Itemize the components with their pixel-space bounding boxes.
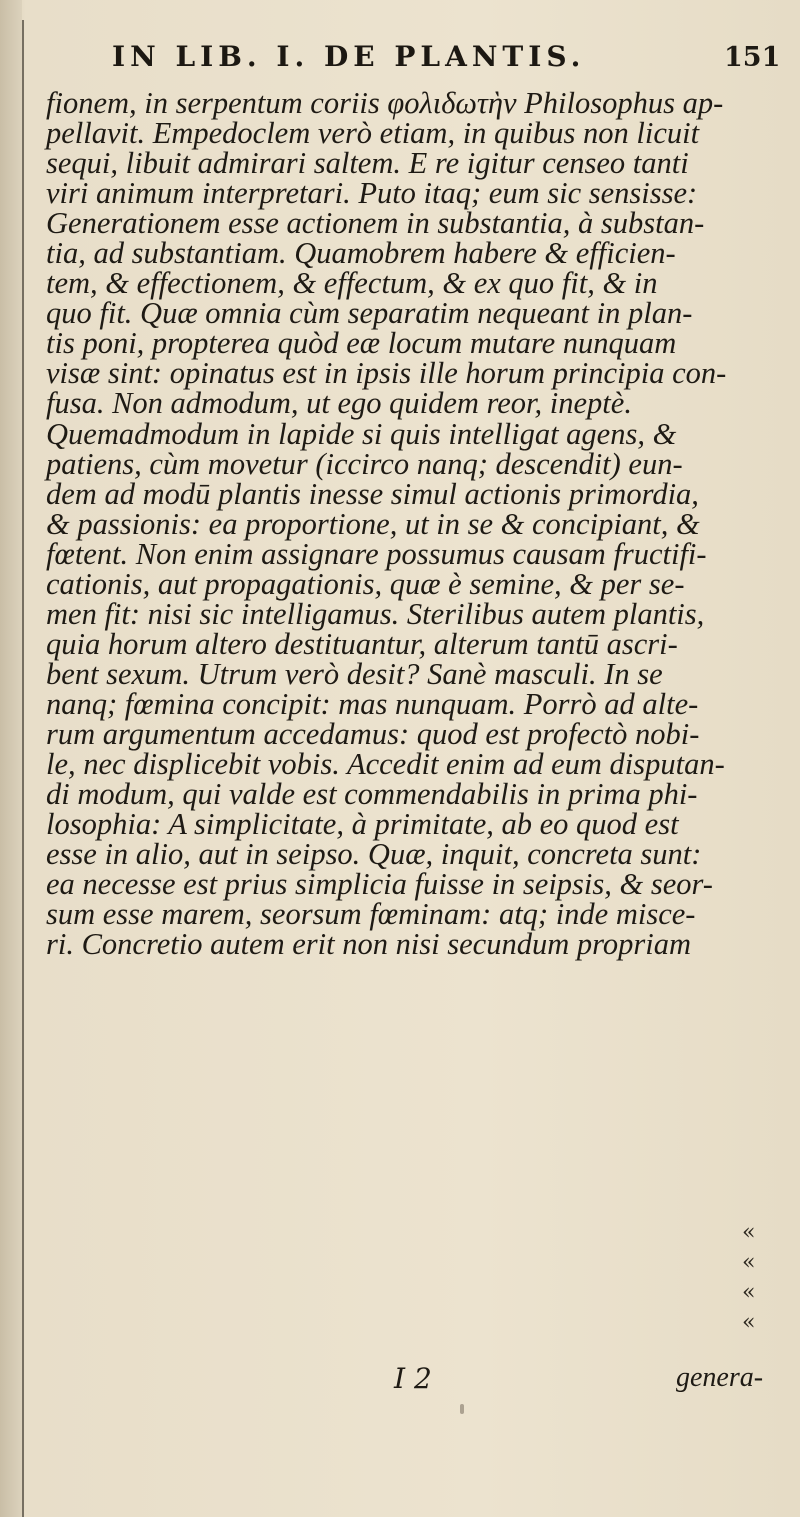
text-line: di modum, qui valde est commendabilis in prima phi- <box>46 777 698 812</box>
text-line: Quemadmodum in lapide si quis intelligat agens, & <box>46 416 677 451</box>
page-number: 151 <box>724 42 781 73</box>
body-text <box>46 86 796 962</box>
text-line: tis poni, propterea quòd eæ locum mutare nunquam <box>46 326 677 361</box>
quotation-margin-mark: « <box>742 1250 756 1275</box>
text-line: fionem, in serpentum coriis φολιδωτὴν Philosophus ap- <box>46 86 724 120</box>
text-line: pellavit. Empedoclem verò etiam, in quibus non licuit <box>46 116 700 151</box>
text-line: quo fit. Quæ omnia cùm separatim nequeant in plan- <box>46 296 693 331</box>
text-line: men fit: nisi sic intelligamus. Sterilibus autem plantis, <box>46 596 705 631</box>
quotation-margin-mark: « <box>742 1310 756 1335</box>
text-line: tia, ad substantiam. Quamobrem habere & efficien- <box>46 236 676 271</box>
catchword: genera- <box>676 1362 764 1393</box>
binding-gutter <box>0 0 22 1517</box>
ink-speck <box>460 1404 464 1414</box>
text-line: sequi, libuit admirari saltem. E re igitur censeo tanti <box>46 146 689 181</box>
text-line: le, nec displicebit vobis. Accedit enim ad eum disputan- <box>46 747 725 782</box>
text-line: bent sexum. Utrum verò desit? Sanè masculi. In se <box>46 656 663 691</box>
text-line: ea necesse est prius simplicia fuisse in seipsis, & seor- <box>46 867 713 902</box>
text-line: Generationem esse actionem in substantia, à substan- <box>46 206 705 241</box>
text-line: cationis, aut propagationis, quæ è semine, & per se- <box>46 566 685 601</box>
text-line: nanq; fœmina concipit: mas nunquam. Porrò ad alte- <box>46 686 699 721</box>
text-line: fœtent. Non enim assignare possumus causam fructifi- <box>46 536 707 571</box>
page-header <box>0 30 800 80</box>
quotation-margin-mark: « <box>742 1220 756 1245</box>
text-line: fusa. Non admodum, ut ego quidem reor, ineptè. <box>46 386 632 421</box>
text-line: ri. Concretio autem erit non nisi secundum propriam <box>46 927 691 962</box>
text-line: quia horum altero destituantur, alterum tantū ascri- <box>46 626 678 661</box>
text-line: dem ad modū plantis inesse simul actionis primordia, <box>46 476 699 511</box>
quotation-margin-mark: « <box>742 1280 756 1305</box>
text-line: tem, & effectionem, & effectum, & ex quo fit, & in <box>46 266 658 301</box>
text-line: sum esse marem, seorsum fœminam: atq; inde misce- <box>46 897 696 932</box>
text-line: rum argumentum accedamus: quod est profectò nobi- <box>46 716 700 751</box>
text-line: & passionis: ea proportione, ut in se & concipiant, & <box>46 506 700 541</box>
text-line: visæ sint: opinatus est in ipsis ille horum principia con- <box>46 356 727 391</box>
text-line: esse in alio, aut in seipso. Quæ, inquit, concreta sunt: <box>46 837 702 872</box>
page-footer <box>0 1362 800 1402</box>
text-line: losophia: A simplicitate, à primitate, ab eo quod est <box>46 807 679 842</box>
signature-mark: I 2 <box>394 1362 432 1395</box>
running-head: IN LIB. I. DE PLANTIS. <box>112 40 586 73</box>
text-line: patiens, cùm movetur (iccirco nanq; descendit) eun- <box>46 446 683 481</box>
binding-edge-line <box>22 20 24 1517</box>
text-line: viri animum interpretari. Puto itaq; eum sic sensisse: <box>46 176 698 211</box>
